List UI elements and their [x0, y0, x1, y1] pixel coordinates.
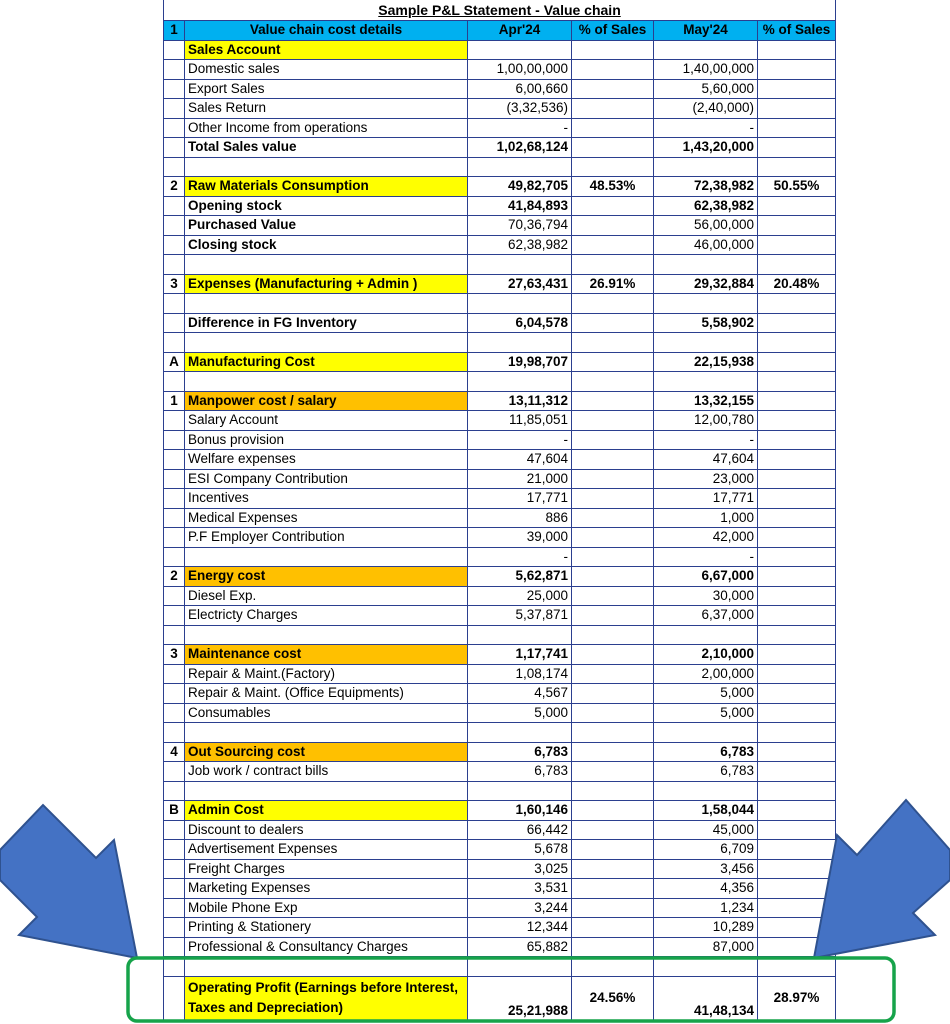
row-label: Manpower cost / salary	[185, 391, 468, 411]
row-may-value: 1,58,044	[654, 801, 758, 821]
row-may-value: 6,783	[654, 742, 758, 762]
row-apr-value: 6,00,660	[468, 79, 572, 99]
row-apr-percent: 48.53%	[572, 177, 654, 197]
row-apr-value: 66,442	[468, 820, 572, 840]
row-label: Discount to dealers	[185, 820, 468, 840]
row-label: Sales Account	[185, 40, 468, 60]
row-label: Difference in FG Inventory	[185, 313, 468, 333]
row-label: Raw Materials Consumption	[185, 177, 468, 197]
row-label: Sales Return	[185, 99, 468, 119]
row-label: Other Income from operations	[185, 118, 468, 138]
row-apr-value: 39,000	[468, 528, 572, 548]
row-may-value: 6,709	[654, 840, 758, 860]
row-label: Professional & Consultancy Charges	[185, 937, 468, 957]
row-label: Freight Charges	[185, 859, 468, 879]
operating-profit-pct-apr: 24.56%	[572, 976, 654, 1021]
row-may-percent: 50.55%	[758, 177, 836, 197]
row-index: 2	[164, 567, 185, 587]
header-pct-may: % of Sales	[758, 21, 836, 41]
row-label: Repair & Maint.(Factory)	[185, 664, 468, 684]
row-apr-value: 3,025	[468, 859, 572, 879]
row-apr-value: 27,63,431	[468, 274, 572, 294]
row-label: Consumables	[185, 703, 468, 723]
row-may-value: 29,32,884	[654, 274, 758, 294]
row-may-value: 62,38,982	[654, 196, 758, 216]
row-may-value: 72,38,982	[654, 177, 758, 197]
row-apr-value: 6,04,578	[468, 313, 572, 333]
row-label: Welfare expenses	[185, 450, 468, 470]
row-apr-value: (3,32,536)	[468, 99, 572, 119]
row-may-value: (2,40,000)	[654, 99, 758, 119]
row-apr-value: 5,37,871	[468, 606, 572, 626]
row-may-value: -	[654, 430, 758, 450]
row-label: Admin Cost	[185, 801, 468, 821]
row-apr-value: 886	[468, 508, 572, 528]
row-apr-value: 17,771	[468, 489, 572, 509]
row-apr-value: 70,36,794	[468, 216, 572, 236]
row-apr-value: 6,783	[468, 742, 572, 762]
row-label: Manufacturing Cost	[185, 352, 468, 372]
row-may-value: 22,15,938	[654, 352, 758, 372]
row-apr-value: 41,84,893	[468, 196, 572, 216]
highlight-frame	[128, 958, 894, 1021]
row-may-value: 87,000	[654, 937, 758, 957]
row-apr-value: 21,000	[468, 469, 572, 489]
row-may-percent: 20.48%	[758, 274, 836, 294]
row-may-value: 10,289	[654, 918, 758, 938]
row-label: Salary Account	[185, 411, 468, 431]
operating-profit-apr: 25,21,988	[468, 976, 572, 1021]
row-may-value: -	[654, 118, 758, 138]
row-apr-value: 1,17,741	[468, 645, 572, 665]
row-may-value: 1,43,20,000	[654, 138, 758, 158]
operating-profit-pct-may: 28.97%	[758, 976, 836, 1021]
row-label: Opening stock	[185, 196, 468, 216]
row-apr-value: 47,604	[468, 450, 572, 470]
row-may-value: 6,37,000	[654, 606, 758, 626]
row-label: Domestic sales	[185, 60, 468, 80]
row-label: Maintenance cost	[185, 645, 468, 665]
row-label: Energy cost	[185, 567, 468, 587]
row-may-value: 45,000	[654, 820, 758, 840]
row-apr-value: 11,85,051	[468, 411, 572, 431]
row-may-value: 12,00,780	[654, 411, 758, 431]
row-may-value: 5,58,902	[654, 313, 758, 333]
row-label: Electricty Charges	[185, 606, 468, 626]
row-apr-value: 19,98,707	[468, 352, 572, 372]
row-apr-value: 1,00,00,000	[468, 60, 572, 80]
row-may-value: 1,40,00,000	[654, 60, 758, 80]
row-apr-value: 25,000	[468, 586, 572, 606]
row-may-value: 23,000	[654, 469, 758, 489]
row-label: Expenses (Manufacturing + Admin )	[185, 274, 468, 294]
row-apr-value: 3,244	[468, 898, 572, 918]
row-label: Purchased Value	[185, 216, 468, 236]
row-apr-value: 3,531	[468, 879, 572, 899]
row-apr-value: 5,000	[468, 703, 572, 723]
row-apr-value: -	[468, 547, 572, 567]
row-label: Advertisement Expenses	[185, 840, 468, 860]
row-label: Total Sales value	[185, 138, 468, 158]
row-label: Repair & Maint. (Office Equipments)	[185, 684, 468, 704]
header-apr: Apr'24	[468, 21, 572, 41]
row-may-value: 6,783	[654, 762, 758, 782]
row-index: 3	[164, 645, 185, 665]
row-may-value: 5,000	[654, 684, 758, 704]
row-label: Closing stock	[185, 235, 468, 255]
row-apr-value: -	[468, 118, 572, 138]
row-label: Marketing Expenses	[185, 879, 468, 899]
row-apr-value: 62,38,982	[468, 235, 572, 255]
row-index: B	[164, 801, 185, 821]
row-apr-value: 12,344	[468, 918, 572, 938]
row-label: ESI Company Contribution	[185, 469, 468, 489]
row-apr-value: 4,567	[468, 684, 572, 704]
row-index: 1	[164, 391, 185, 411]
arrow-down-left-icon	[814, 800, 950, 958]
operating-profit-label: Operating Profit (Earnings before Interest, Taxes and Depreciation)	[185, 976, 468, 1021]
row-may-value: 42,000	[654, 528, 758, 548]
row-may-value: 46,00,000	[654, 235, 758, 255]
row-may-value: 5,000	[654, 703, 758, 723]
row-apr-percent: 26.91%	[572, 274, 654, 294]
row-label: Bonus provision	[185, 430, 468, 450]
row-may-value: 1,000	[654, 508, 758, 528]
row-apr-value: -	[468, 430, 572, 450]
row-may-value: 4,356	[654, 879, 758, 899]
row-may-value: 2,00,000	[654, 664, 758, 684]
row-label: P.F Employer Contribution	[185, 528, 468, 548]
row-label: Out Sourcing cost	[185, 742, 468, 762]
row-label: Mobile Phone Exp	[185, 898, 468, 918]
header-details: Value chain cost details	[185, 21, 468, 41]
row-apr-value: 49,82,705	[468, 177, 572, 197]
arrow-down-right-icon	[0, 805, 137, 958]
row-index: A	[164, 352, 185, 372]
row-label: Export Sales	[185, 79, 468, 99]
row-may-value: -	[654, 547, 758, 567]
row-apr-value: 13,11,312	[468, 391, 572, 411]
row-apr-value: 1,02,68,124	[468, 138, 572, 158]
row-may-value: 1,234	[654, 898, 758, 918]
header-may: May'24	[654, 21, 758, 41]
row-index: 2	[164, 177, 185, 197]
row-may-value: 5,60,000	[654, 79, 758, 99]
row-label: Medical Expenses	[185, 508, 468, 528]
row-may-value: 30,000	[654, 586, 758, 606]
row-may-value: 17,771	[654, 489, 758, 509]
operating-profit-may: 41,48,134	[654, 976, 758, 1021]
row-apr-value: 6,783	[468, 762, 572, 782]
row-apr-value: 1,60,146	[468, 801, 572, 821]
header-pct-apr: % of Sales	[572, 21, 654, 41]
sheet-title: Sample P&L Statement - Value chain	[164, 0, 836, 21]
row-may-value: 2,10,000	[654, 645, 758, 665]
row-label: Diesel Exp.	[185, 586, 468, 606]
row-apr-value: 65,882	[468, 937, 572, 957]
row-may-value: 47,604	[654, 450, 758, 470]
row-may-value: 56,00,000	[654, 216, 758, 236]
row-label: Job work / contract bills	[185, 762, 468, 782]
row-index: 4	[164, 742, 185, 762]
row-label: Incentives	[185, 489, 468, 509]
row-apr-value: 1,08,174	[468, 664, 572, 684]
row-index: 3	[164, 274, 185, 294]
row-may-value: 6,67,000	[654, 567, 758, 587]
header-index: 1	[164, 21, 185, 41]
row-label: Printing & Stationery	[185, 918, 468, 938]
row-apr-value: 5,62,871	[468, 567, 572, 587]
row-may-value: 3,456	[654, 859, 758, 879]
row-apr-value: 5,678	[468, 840, 572, 860]
row-may-value: 13,32,155	[654, 391, 758, 411]
